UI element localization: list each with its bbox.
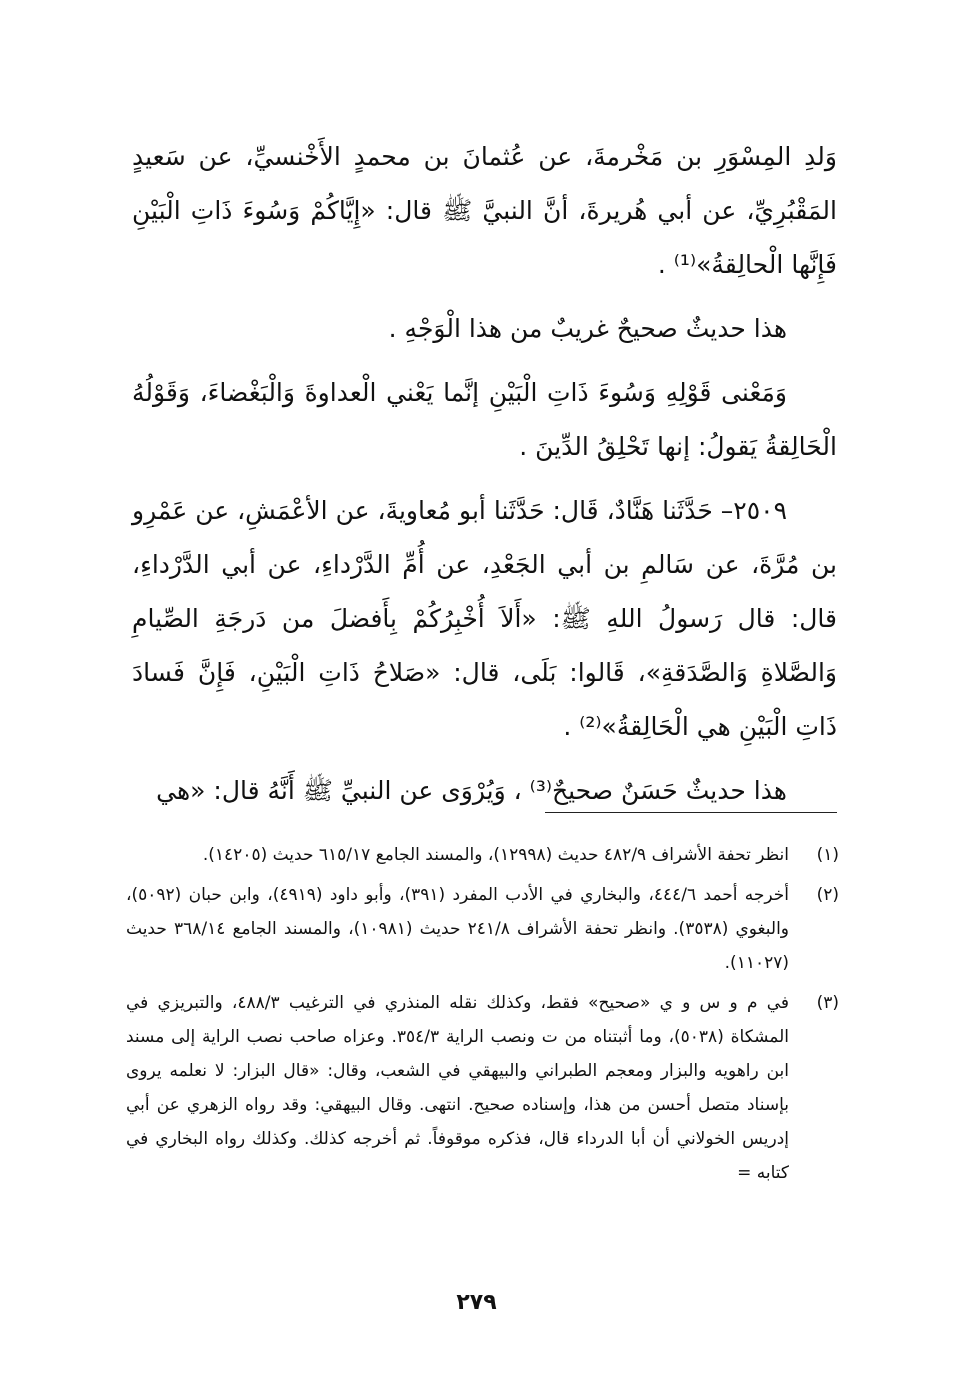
footnote-text: انظر تحفة الأشراف ٤٨٢/٩ حديث (١٢٩٩٨)، والمسند الجامع ٦١٥/١٧ حديث (١٤٢٠٥). — [202, 845, 789, 865]
paragraph-grading-2: هذا حديثٌ حَسَنٌ صحيحٌ⁽³⁾ ، وَيُرْوَى عن النبيِّ ﷺ أَنَّهُ قال: «هي — [156, 776, 787, 805]
footnote-number: (٢) — [816, 885, 839, 905]
footnote-number: (١) — [816, 845, 839, 865]
footnote-item — [126, 838, 839, 872]
footnote-text: أخرجه أحمد ٤٤٤/٦، والبخاري في الأدب المفرد (٣٩١)، وأبو داود (٤٩١٩)، وابن حبان (٥٠٩٢)، والبغوي (٣٥٣٨). وانظر تحفة الأشراف ٢٤١/٨ حديث (١٠٩٨١)، والمسند الجامع ٣٦٨/١٤ حديث (١١٠٢٧). — [126, 885, 790, 973]
footnotes — [126, 838, 839, 1196]
footnote-number: (٣) — [816, 993, 839, 1013]
main-text — [132, 130, 837, 828]
page-number: ٢٧٩ — [456, 1290, 497, 1315]
footnote-item — [126, 878, 839, 980]
footnote-item — [126, 986, 839, 1190]
paragraph-explanation: وَمَعْنى قَوْلِهِ وَسُوءَ ذَاتِ الْبَيْنِ إنَّما يَعْني الْعداوةَ وَالْبَغْضاءَ، وَقَوْلُهُ الْحَالِقةُ يَقولُ: إنها تَحْلِقُ الدِّينَ . — [132, 378, 837, 461]
footnote-divider — [545, 812, 837, 813]
footnote-text: في م و س و ي «صحيح» فقط، وكذلك نقله المنذري في الترغيب ٤٨٨/٣، والتبريزي في المشكاة (٥٠٣٨)، وما أثبتناه من ت ونصب الراية ٣٥٤/٣. وعزاه صاحب نصب الراية إلى مسند ابن راهويه والبزار ومعجم الطبراني والبيهقي في الشعب، وقال: «قال البزار: لا نعلمه يروى بإسناد متصل أحسن من هذا، وإسناده صحيح. انتهى. وقال البيهقي: وقد رواه الزهري عن أبي إدريس الخولاني أن أبا الدرداء قال، فذكره موقوفاً. ثم أخرجه كذلك. وكذلك رواه البخاري في كتابه = — [126, 993, 790, 1183]
paragraph-hadith-2509: ٢٥٠٩– حَدَّثَنا هَنَّادٌ، قَال: حَدَّثَنا أبو مُعاويةَ، عن الأعْمَشِ، عن عَمْرِو بن مُرَّةَ، عن سَالمِ بن أبي الجَعْدِ، عن أُمِّ الدَّرْداءِ، عن أبي الدَّرْداءِ، قال: قال رَسولُ اللهِ ﷺ: «أَلاَ أُخْبِرُكُمْ بِأَفضلَ من دَرجَةِ الصِّيامِ وَالصَّلاةِ وَالصَّدَقةِ»، قَالوا: بَلَى، قال: «صَلاحُ ذَاتِ الْبَيْنِ، فَإِنَّ فَسادَ ذَاتِ الْبَيْنِ هي الْحَالِقةُ»⁽²⁾ . — [132, 496, 837, 741]
paragraph-grading: هذا حديثٌ صحيحٌ غريبٌ من هذا الْوَجْهِ . — [388, 314, 787, 343]
paragraph-hadith-end: وَلدِ المِسْوَرِ بن مَخْرمةَ، عن عُثمانَ بن محمدٍ الأَخْنسيِّ، عن سَعيدٍ المَقْبُرِيِّ، عن أبي هُريرةَ، أنَّ النبيَّ ﷺ قال: «إِيَّاكُمْ وَسُوءَ ذَاتِ الْبَيْنِ فَإِنَّها الْحالِقةُ»⁽¹⁾ . — [132, 142, 837, 279]
